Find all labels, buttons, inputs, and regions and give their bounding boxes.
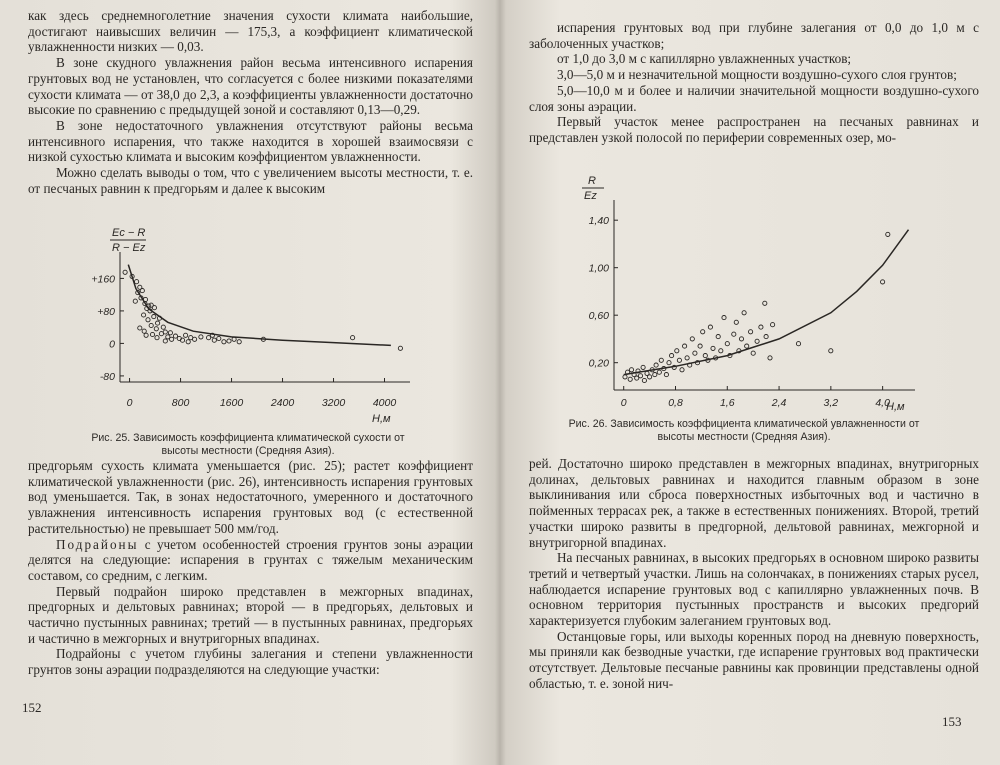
data-point bbox=[638, 374, 642, 378]
data-point bbox=[654, 363, 658, 367]
data-point bbox=[768, 356, 772, 360]
data-point bbox=[142, 313, 146, 317]
data-point bbox=[796, 342, 800, 346]
list-item: 3,0—5,0 м и незначительной мощности воздушно-сухого слоя грунтов; bbox=[557, 67, 957, 83]
chart-fig-26 bbox=[570, 170, 920, 415]
trend-line bbox=[128, 265, 391, 346]
data-point bbox=[690, 337, 694, 341]
x-tick-label: 1,6 bbox=[719, 397, 735, 409]
data-point bbox=[742, 311, 746, 315]
paragraph: На песчаных равнинах, в высоких предгорьях в основном широко развиты третий и четвертый участки. Лишь на солончаках, в понижениях старых русел, наблюдается испарение грунтовых вод с капиллярно увлажненных почв. В основном территория пустынных пространств и высоких предгорий характеризуется глубоким залеганием грунтовых вод. bbox=[529, 550, 979, 629]
left-page bbox=[0, 0, 496, 765]
right-top-text bbox=[529, 20, 979, 146]
data-point bbox=[755, 339, 759, 343]
left-top-text bbox=[28, 8, 473, 196]
data-point bbox=[677, 358, 681, 362]
paragraph: В зоне недостаточного увлажнения отсутствуют районы весьма интенсивного испарения, что также находится в хорошей взаимосвязи с низкой сухостью климата и высоким коэффициентом увлажненности. bbox=[28, 117, 473, 165]
data-point bbox=[886, 232, 890, 236]
figure-caption-25: Рис. 25. Зависимость коэффициента климатической сухости от высоты местности (Средняя Азия). bbox=[91, 432, 405, 457]
data-point bbox=[722, 316, 726, 320]
data-point bbox=[751, 351, 755, 355]
data-point bbox=[237, 340, 241, 344]
data-point bbox=[159, 332, 163, 336]
data-point bbox=[685, 356, 689, 360]
y-tick-label: 0,60 bbox=[588, 310, 609, 323]
paragraph: Подрайоны с учетом глубины залегания и степени увлажненности грунтов зоны аэрации подразделяются на следующие участки: bbox=[28, 646, 473, 678]
paragraph: как здесь среднемноголетние значения сухости климата наибольшие, достигают наивысших величин — 175,3, а коэффициент климатической увлажненности низких — 0,03. bbox=[28, 8, 473, 55]
x-tick-label: 4,0 bbox=[875, 397, 890, 409]
page-number: 152 bbox=[22, 700, 42, 715]
data-point bbox=[683, 344, 687, 348]
paragraph-podrayony bbox=[28, 537, 473, 584]
data-point bbox=[133, 299, 137, 303]
y-tick-label: -80 bbox=[99, 370, 115, 383]
data-point bbox=[156, 321, 160, 325]
data-point bbox=[123, 270, 127, 274]
data-point bbox=[732, 332, 736, 336]
list-item: 5,0—10,0 м и более и наличии значительной мощности воздушно-сухого слоя зоны аэрации. bbox=[529, 82, 979, 114]
data-point bbox=[664, 373, 668, 377]
figure-caption-26: Рис. 26. Зависимость коэффициента климатической увлажненности от высоты местности (Средняя Азия). bbox=[568, 418, 920, 443]
data-point bbox=[653, 373, 657, 377]
paragraph: Останцовые горы, или выходы коренных пород на дневную поверхность, мы приняли как безводные участки, где испарение грунтовых вод практически отсутствует. Дельтовые песчаные равнины как провинции представлены одной областью, т. е. зоной нич- bbox=[529, 628, 979, 691]
data-point bbox=[628, 377, 632, 381]
data-point bbox=[749, 330, 753, 334]
data-point bbox=[771, 323, 775, 327]
y-label-numerator: Ес − R bbox=[112, 227, 146, 239]
y-label-denominator: Еz bbox=[584, 190, 597, 202]
x-tick-label: 2400 bbox=[270, 397, 295, 409]
paragraph: предгорьям сухость климата уменьшается (рис. 25); растет коэффициент климатической увлажненности (рис. 26), интенсивность испарения грунтовых вод уменьшается. Так, в зонах недостаточного, умеренного и достаточного увлажнения интенсивность испарения грунтовых вод (с естественной растительностью) не превышает 500 мм/год. bbox=[28, 458, 473, 536]
data-point bbox=[150, 332, 154, 336]
data-point bbox=[135, 280, 139, 284]
data-point bbox=[693, 351, 697, 355]
trend-curve bbox=[128, 265, 391, 346]
y-label-numerator: R bbox=[588, 175, 596, 187]
data-point bbox=[642, 378, 646, 382]
paragraph-rest: с учетом особенностей строения грунтов зоны аэрации делятся на следующие: испарения в грунтах с тяжелым механическим составом, со средним, с легким. bbox=[28, 536, 473, 583]
x-tick-label: 0 bbox=[620, 397, 627, 409]
data-point bbox=[154, 327, 158, 331]
data-point bbox=[142, 329, 146, 333]
y-tick-label: 1,40 bbox=[588, 215, 609, 228]
y-label-denominator: R − Еz bbox=[112, 242, 146, 254]
data-point bbox=[623, 375, 627, 379]
y-axis-label bbox=[582, 175, 604, 202]
data-point bbox=[212, 338, 216, 342]
y-tick-label: +80 bbox=[97, 305, 115, 318]
data-points bbox=[623, 232, 890, 382]
x-tick-label: 4000 bbox=[372, 397, 397, 409]
emphasis-word: Подрайоны bbox=[56, 536, 139, 552]
x-axis-label: H,м bbox=[886, 401, 905, 413]
data-point bbox=[648, 375, 652, 379]
axes bbox=[589, 200, 915, 409]
data-point bbox=[881, 280, 885, 284]
paragraph: В зоне скудного увлажнения район весьма интенсивного испарения грунтовых вод не установлен, что согласуется с более низкими показателями сухости климата — от 38,0 до 2,3, а коэффициенты увлажненности достаточно высокие по сравнению с предыдущей зоной и составляют 0,13—0,29. bbox=[28, 55, 473, 118]
data-point bbox=[140, 289, 144, 293]
data-point bbox=[725, 342, 729, 346]
data-point bbox=[675, 349, 679, 353]
data-point bbox=[763, 301, 767, 305]
data-point bbox=[716, 335, 720, 339]
data-point bbox=[829, 349, 833, 353]
data-point bbox=[719, 349, 723, 353]
paragraph: Первый участок менее распространен на песчаных равнинах и представлен узкой полосой по периферии современных озер, мо- bbox=[529, 114, 979, 145]
data-point bbox=[149, 323, 153, 327]
x-tick-label: 2,4 bbox=[771, 397, 787, 409]
data-point bbox=[680, 368, 684, 372]
x-axis-label: H,м bbox=[372, 413, 391, 425]
y-axis-label bbox=[110, 227, 146, 254]
y-tick-label: 0 bbox=[109, 338, 115, 351]
data-point bbox=[641, 365, 645, 369]
data-point bbox=[193, 337, 197, 341]
data-point bbox=[703, 354, 707, 358]
right-bottom-text bbox=[529, 456, 979, 692]
data-point bbox=[667, 361, 671, 365]
data-point bbox=[152, 315, 156, 319]
data-point bbox=[745, 344, 749, 348]
data-point bbox=[232, 337, 236, 341]
data-point bbox=[163, 339, 167, 343]
data-point bbox=[708, 325, 712, 329]
data-point bbox=[227, 339, 231, 343]
data-point bbox=[161, 325, 165, 329]
paragraph: Первый подрайон широко представлен в межгорных впадинах, предгорных и дельтовых равнинах; второй — в предгорьях, дельтовых и частично пустынных равнинах; третий — в пустынных равнинах, предгорьях и частично в межгорных и внутригорных впадинах. bbox=[28, 583, 473, 646]
x-tick-label: 0,8 bbox=[668, 397, 683, 409]
x-tick-label: 3,2 bbox=[823, 397, 839, 409]
right-page bbox=[504, 0, 1000, 765]
data-point bbox=[222, 340, 226, 344]
data-point bbox=[701, 330, 705, 334]
data-point bbox=[184, 333, 188, 337]
data-point bbox=[711, 346, 715, 350]
y-tick-label: +160 bbox=[91, 273, 115, 286]
data-point bbox=[217, 336, 221, 340]
data-point bbox=[155, 336, 159, 340]
data-point bbox=[152, 306, 156, 310]
axes bbox=[91, 252, 410, 409]
data-point bbox=[351, 336, 355, 340]
chart-fig-25 bbox=[80, 222, 415, 427]
x-tick-label: 0 bbox=[126, 397, 133, 409]
data-point bbox=[734, 320, 738, 324]
data-point bbox=[657, 370, 661, 374]
data-point bbox=[398, 346, 402, 350]
paragraph: Можно сделать выводы о том, что с увеличением высоты местности, т. е. от песчаных равнин к предгорьям и далее к высоким bbox=[28, 165, 473, 196]
list-item: от 1,0 до 3,0 м с капиллярно увлажненных участков; bbox=[557, 51, 852, 67]
list-item: испарения грунтовых вод при глубине залегания от 0,0 до 1,0 м с заболоченных участков; bbox=[529, 20, 979, 51]
page-number: 153 bbox=[942, 714, 962, 729]
data-point bbox=[659, 358, 663, 362]
paragraph: рей. Достаточно широко представлен в межгорных впадинах, внутригорных долинах, дельтовых равнинах и находится главным образом в зоне выклинивания или сброса поверхностных избыточных вод и частично в пойменных террасах рек, а также в естественных понижениях. Второй, третий участки широко развиты в предгорной, дельтовой равнинах, межгорной и внутригорной впадинах. bbox=[529, 456, 979, 550]
left-bottom-text bbox=[28, 458, 473, 678]
data-point bbox=[670, 354, 674, 358]
data-point bbox=[143, 297, 147, 301]
data-point bbox=[170, 337, 174, 341]
x-tick-label: 3200 bbox=[321, 397, 346, 409]
data-point bbox=[186, 340, 190, 344]
data-point bbox=[146, 318, 150, 322]
data-point bbox=[199, 335, 203, 339]
y-tick-label: 1,00 bbox=[588, 262, 609, 275]
data-point bbox=[698, 344, 702, 348]
data-point bbox=[168, 331, 172, 335]
data-point bbox=[739, 337, 743, 341]
data-point bbox=[144, 333, 148, 337]
data-point bbox=[629, 368, 633, 372]
data-point bbox=[138, 326, 142, 330]
x-tick-label: 800 bbox=[171, 397, 190, 409]
x-tick-label: 1600 bbox=[219, 397, 244, 409]
data-point bbox=[759, 325, 763, 329]
y-tick-label: 0,20 bbox=[588, 357, 609, 370]
data-point bbox=[764, 335, 768, 339]
